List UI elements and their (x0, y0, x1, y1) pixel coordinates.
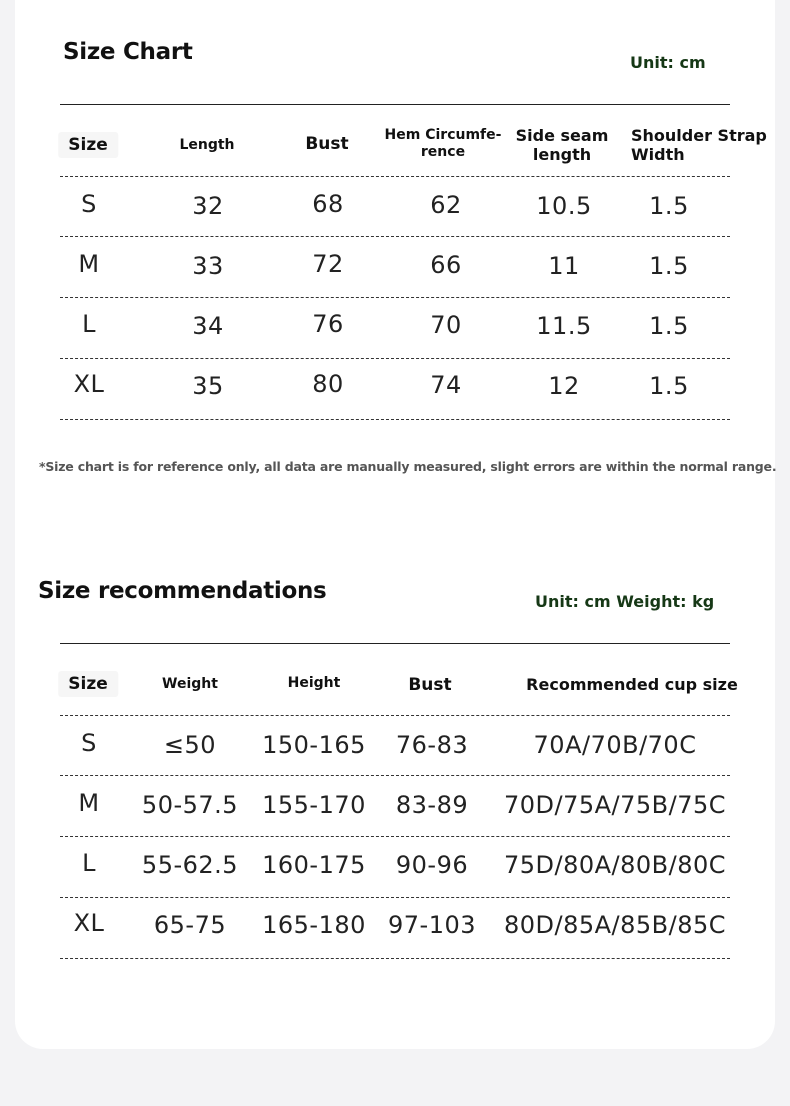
cell-hem: 74 (430, 371, 462, 399)
cell-weight: 65-75 (153, 911, 227, 939)
cell-size: M (78, 789, 100, 817)
cell-bust: 68 (312, 190, 344, 218)
cell-height: 155-170 (262, 791, 366, 819)
cell-length: 33 (192, 252, 224, 280)
header-shoulder-line1: Shoulder Strap (631, 126, 767, 145)
header-hem-line2: rence (420, 143, 466, 160)
cell-bust: 76 (312, 310, 344, 338)
size-recommendations-title: Size recommendations (38, 578, 327, 604)
cell-hem: 70 (430, 311, 462, 339)
cell-cup: 75D/80A/80B/80C (503, 851, 727, 879)
header-shoulder-line2: Width (631, 145, 685, 165)
cell-bust: 80 (312, 370, 344, 398)
cell-hem: 66 (430, 251, 462, 279)
recommend-top-rule (60, 643, 730, 644)
header-shoulder-strap (631, 126, 767, 164)
cell-size: XL (73, 909, 105, 937)
size-chart-title: Size Chart (63, 39, 193, 65)
cell-bust: 97-103 (387, 911, 477, 939)
cell-bust: 76-83 (395, 731, 469, 759)
cell-shoulder: 1.5 (649, 192, 689, 220)
size-chart-unit: Unit: cm (630, 53, 706, 72)
cell-height: 150-165 (262, 731, 366, 759)
size-chart-footnote: *Size chart is for reference only, all data are manually measured, slight errors are within the normal range. (39, 459, 777, 474)
cell-height: 160-175 (262, 851, 366, 879)
header-height: Height (287, 675, 341, 691)
cell-cup: 70D/75A/75B/75C (503, 791, 727, 819)
cell-side-seam: 11 (548, 252, 580, 280)
size-chart-divider (60, 176, 730, 177)
cell-side-seam: 10.5 (536, 192, 592, 220)
recommend-divider (60, 897, 730, 898)
size-chart-divider (60, 236, 730, 237)
cell-height: 165-180 (262, 911, 366, 939)
size-chart-divider (60, 358, 730, 359)
cell-cup: 70A/70B/70C (533, 731, 697, 759)
size-chart-top-rule (60, 104, 730, 105)
cell-length: 35 (192, 372, 224, 400)
recommend-divider (60, 775, 730, 776)
cell-cup: 80D/85A/85B/85C (503, 911, 727, 939)
header-recommended-cup: Recommended cup size (526, 675, 738, 694)
header-hem-line1: Hem Circumfe- (384, 127, 502, 143)
cell-size: S (81, 190, 97, 218)
header-side-seam (516, 126, 609, 164)
size-chart-divider (60, 419, 730, 420)
header-size: Size (58, 132, 118, 158)
header-size: Size (58, 671, 118, 697)
recommend-divider (60, 958, 730, 959)
header-side-line1: Side seam (515, 126, 609, 145)
cell-shoulder: 1.5 (649, 252, 689, 280)
header-bust: Bust (305, 134, 349, 154)
cell-length: 32 (192, 192, 224, 220)
cell-size: L (82, 310, 96, 338)
cell-length: 34 (192, 312, 224, 340)
cell-shoulder: 1.5 (649, 312, 689, 340)
header-length: Length (179, 137, 235, 153)
cell-size: L (82, 849, 96, 877)
cell-bust: 83-89 (395, 791, 469, 819)
header-hem-circumference (385, 127, 502, 161)
cell-size: S (81, 729, 97, 757)
cell-weight: 50-57.5 (141, 791, 239, 819)
cell-bust: 72 (312, 250, 344, 278)
cell-size: XL (73, 370, 105, 398)
cell-shoulder: 1.5 (649, 372, 689, 400)
cell-weight: ≤50 (163, 731, 217, 759)
cell-side-seam: 11.5 (536, 312, 592, 340)
header-bust: Bust (408, 675, 452, 695)
header-weight: Weight (162, 676, 218, 692)
cell-size: M (78, 250, 100, 278)
cell-side-seam: 12 (548, 372, 580, 400)
size-chart-divider (60, 297, 730, 298)
recommend-divider (60, 715, 730, 716)
cell-hem: 62 (430, 191, 462, 219)
cell-bust: 90-96 (395, 851, 469, 879)
recommend-divider (60, 836, 730, 837)
cell-weight: 55-62.5 (141, 851, 239, 879)
header-side-line2: length (532, 145, 592, 165)
size-recommendations-unit: Unit: cm Weight: kg (535, 592, 715, 611)
